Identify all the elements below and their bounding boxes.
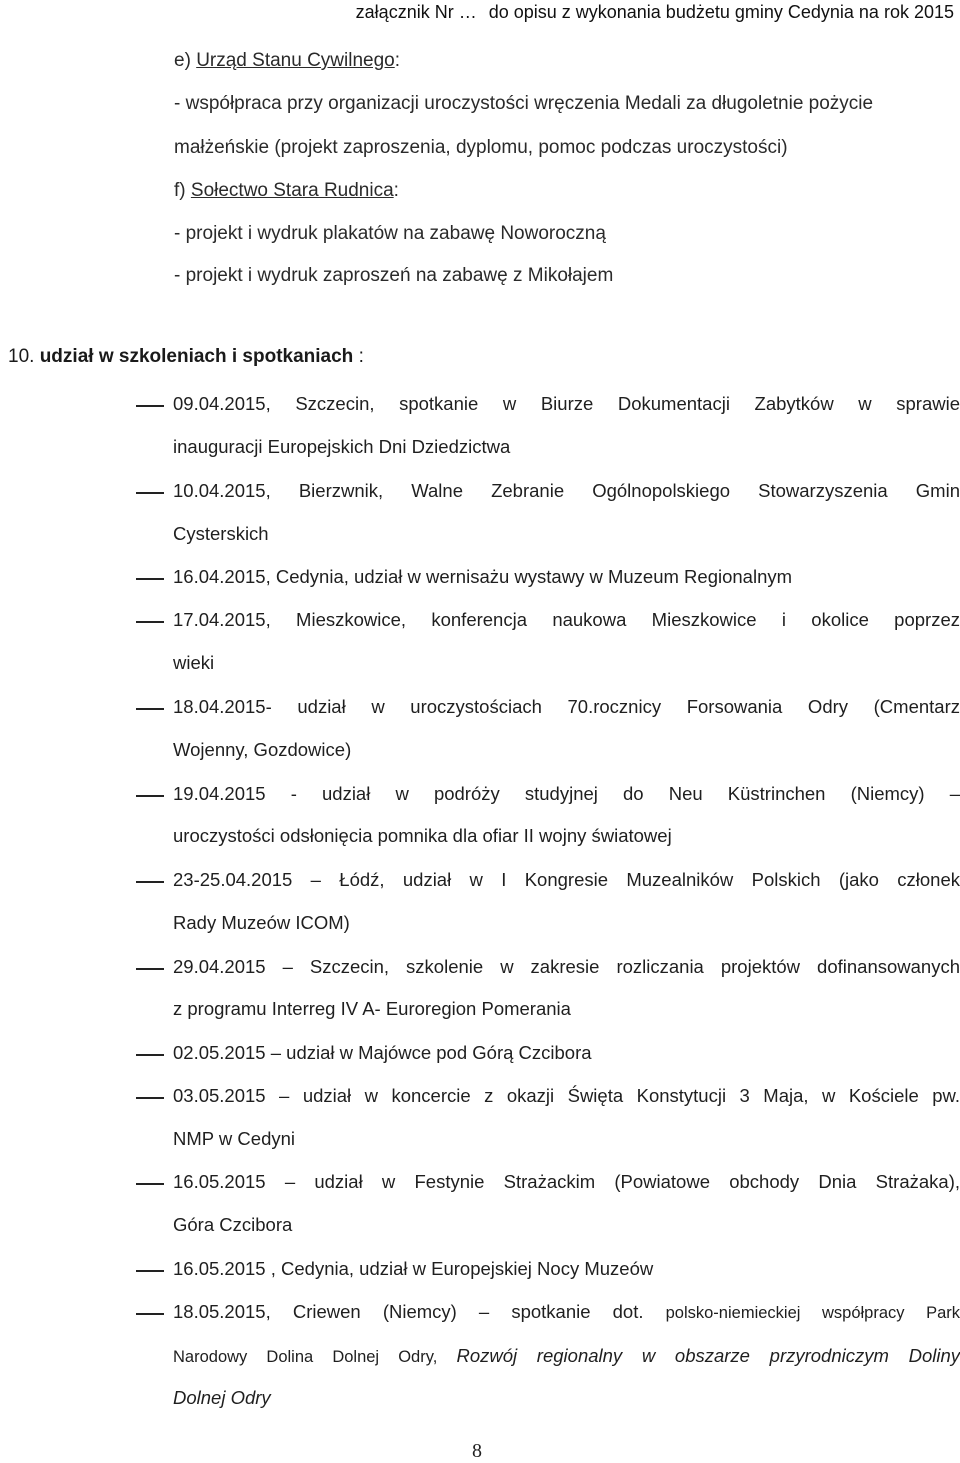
section-f-name: Sołectwo Stara Rudnica	[190, 180, 394, 201]
list-item-continuation: Rady Muzeów ICOM)	[173, 912, 350, 933]
list-item: 18.04.2015- udział w uroczystościach 70.rocznicy Forsowania Odry (Cmentarz	[173, 696, 960, 717]
bullet-dash	[136, 1183, 164, 1185]
bullet-dash	[136, 881, 164, 883]
list-item-continuation: Dolnej Odry	[173, 1387, 271, 1408]
section-f-line: - projekt i wydruk plakatów na zabawę Noworoczną	[174, 223, 606, 244]
bullet-dash	[136, 708, 164, 710]
list-item: 16.04.2015, Cedynia, udział w wernisażu wystawy w Muzeum Regionalnym	[173, 566, 793, 587]
list-item-continuation: Wojenny, Gozdowice)	[173, 739, 352, 760]
section-f-line: - projekt i wydruk zaproszeń na zabawę z Mikołajem	[174, 265, 614, 286]
list-item-continuation: Narodowy Dolina Dolnej Odry, Rozwój regionalny w obszarze przyrodniczym Doliny	[173, 1345, 960, 1366]
list-item: 02.05.2015 – udział w Majówce pod Górą Czcibora	[173, 1042, 592, 1063]
section-f-title: f) Sołectwo Stara Rudnica:	[174, 180, 399, 201]
list-item: 19.04.2015 - udział w podróży studyjnej do Neu Küstrinchen (Niemcy) –	[173, 783, 960, 804]
list-item-continuation: NMP w Cedyni	[173, 1128, 296, 1149]
list-item: 18.05.2015, Criewen (Niemcy) – spotkanie dot. polsko-niemieckiej współpracy Park	[173, 1301, 960, 1322]
list-item: 17.04.2015, Mieszkowice, konferencja naukowa Mieszkowice i okolice poprzez	[173, 609, 960, 630]
list-item-continuation: wieki	[173, 652, 215, 673]
bullet-dash	[136, 405, 164, 407]
bullet-dash	[136, 1097, 164, 1099]
list-item-continuation: Góra Czcibora	[173, 1214, 293, 1235]
list-item: 03.05.2015 – udział w koncercie z okazji Święta Konstytucji 3 Maja, w Kościele pw.	[173, 1085, 960, 1106]
section-e-line: - współpraca przy organizacji uroczystości wręczenia Medali za długoletnie pożycie	[174, 93, 874, 114]
page-header	[356, 2, 954, 23]
heading-title: udział w szkoleniach i spotkaniach	[39, 346, 354, 367]
list-item: 29.04.2015 – Szczecin, szkolenie w zakresie rozliczania projektów dofinansowanych	[173, 956, 960, 977]
section-e-line: małżeńskie (projekt zaproszenia, dyplomu, pomoc podczas uroczystości)	[174, 137, 788, 158]
bullet-dash	[136, 1054, 164, 1056]
list-item: 09.04.2015, Szczecin, spotkanie w Biurze Dokumentacji Zabytków w sprawie	[173, 393, 960, 414]
page-number: 8	[472, 1440, 482, 1462]
list-item: 16.05.2015 , Cedynia, udział w Europejskiej Nocy Muzeów	[173, 1258, 654, 1279]
section-e-title: e) Urząd Stanu Cywilnego:	[174, 50, 401, 71]
bullet-dash	[136, 578, 164, 580]
section-e-name: Urząd Stanu Cywilnego	[196, 50, 395, 71]
bullet-dash	[136, 968, 164, 970]
section-heading: 10. udział w szkoleniach i spotkaniach :	[8, 346, 364, 367]
header-annex: załącznik Nr …	[355, 2, 477, 22]
list-item-continuation: inauguracji Europejskich Dni Dziedzictwa	[173, 436, 511, 457]
list-item-continuation: z programu Interreg IV A- Euroregion Pomerania	[173, 998, 571, 1019]
list-item-continuation: uroczystości odsłonięcia pomnika dla ofiar II wojny światowej	[173, 825, 672, 846]
list-item: 23-25.04.2015 – Łódź, udział w I Kongresie Muzealników Polskich (jako członek	[173, 869, 960, 890]
header-title: do opisu z wykonania budżetu gminy Cedynia na rok 2015	[488, 2, 954, 22]
list-item-continuation: Cysterskich	[173, 523, 269, 544]
bullet-dash	[136, 1270, 164, 1272]
list-item: 10.04.2015, Bierzwnik, Walne Zebranie Ogólnopolskiego Stowarzyszenia Gmin	[173, 480, 960, 501]
bullet-dash	[136, 1313, 164, 1315]
bullet-dash	[136, 492, 164, 494]
bullet-dash	[136, 795, 164, 797]
list-item: 16.05.2015 – udział w Festynie Strażackim (Powiatowe obchody Dnia Strażaka),	[173, 1171, 960, 1192]
bullet-dash	[136, 621, 164, 623]
